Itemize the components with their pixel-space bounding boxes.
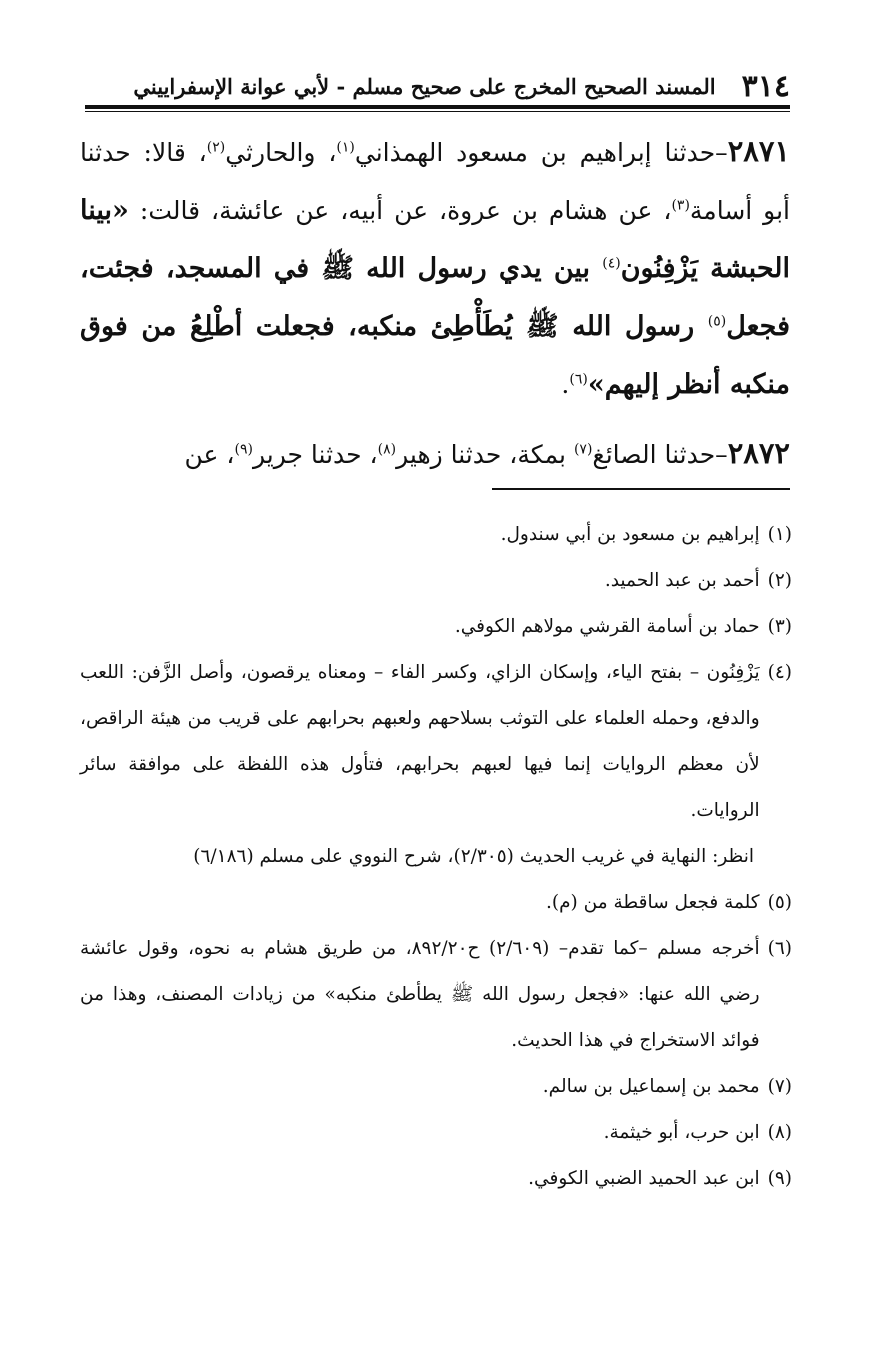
footnote-2: [80, 558, 792, 604]
footnote-6: [80, 926, 792, 1064]
footnote-text: يَزْفِنُون – بفتح الياء، وإسكان الزاي، وكسر الفاء – ومعناه يرقصون، وأصل الزَّفن: اللعب والدفع، وحمله العلماء على التوثب بسلاحهم ولعبهم بحرابهم على قريب من هيئة الراقص، لأن معظم الروايات إنما فيها لعبهم بحرابهم، فتأول هذه اللفظة على موافقة سائر الروايات.: [80, 662, 760, 821]
header-rule-thin: [85, 111, 790, 112]
hadith-2872: [80, 424, 790, 484]
footnote-number: (٤): [767, 662, 792, 683]
isnad-text: –حدثنا الصائغ: [592, 440, 728, 469]
matn-text: رسول الله ﷺ يُطَأْطِئ منكبه، فجعلت أطْلِعُ من فوق منكبه أنظر إليهم»: [80, 311, 790, 400]
header-rule-thick: [85, 105, 790, 109]
footnote-number: (٨): [767, 1122, 792, 1143]
isnad-text: ، عن: [184, 440, 235, 469]
footnote-text: إبراهيم بن مسعود بن أبي سندول.: [500, 524, 760, 545]
isnad-text: ، قالا: حدثنا أبو أسامة: [80, 138, 791, 225]
main-text: [80, 122, 790, 494]
footnote-marker: (٧): [573, 441, 593, 458]
footnote-number: (٧): [767, 1076, 792, 1097]
footnote-text: كلمة فجعل ساقطة من (م).: [545, 892, 760, 913]
footnote-separator: [492, 488, 790, 490]
isnad-text: ، والحارثي: [225, 138, 337, 167]
footnote-7: [80, 1064, 792, 1110]
footnote-5: [80, 880, 792, 926]
footnote-text: محمد بن إسماعيل بن سالم.: [542, 1076, 760, 1097]
footnote-marker: (١): [336, 139, 355, 156]
footnote-number: (١): [767, 524, 792, 545]
hadith-number: ٢٨٧١: [727, 134, 790, 168]
footnote-9: [80, 1156, 792, 1202]
footnote-marker: (٦): [569, 371, 588, 388]
running-header: [90, 66, 790, 106]
isnad-text: ، عن هشام بن عروة، عن أبيه، عن عائشة، قالت:: [139, 196, 672, 225]
hadith-number: ٢٨٧٢: [727, 436, 790, 470]
footnote-text: أخرجه مسلم –كما تقدم– (٢/٦٠٩) ح٨٩٢/٢٠، من طريق هشام به نحوه، وقول عائشة رضي الله عنها: «فجعل رسول الله ﷺ يطأطئ منكبه» من زيادات المصنف، وهذا من فوائد الاستخراج في هذا الحديث.: [80, 938, 760, 1051]
footnote-marker: (٩): [234, 441, 253, 458]
sentence-end: .: [561, 370, 570, 399]
isnad-text: بمكة، حدثنا زهير: [396, 440, 574, 469]
footnote-4: [80, 650, 792, 834]
matn-text: «بينا الحبشة يَزْفِنُون: [80, 195, 790, 284]
footnote-number: (٥): [767, 892, 792, 913]
isnad-text: –حدثنا إبراهيم بن مسعود الهمذاني: [354, 138, 728, 167]
footnote-marker: (٥): [707, 313, 727, 330]
footnote-text: ابن عبد الحميد الضبي الكوفي.: [528, 1168, 760, 1189]
footnote-text: ابن حرب، أبو خيثمة.: [603, 1122, 760, 1143]
footnote-number: (٦): [767, 938, 792, 959]
footnote-number: (٩): [767, 1168, 792, 1189]
footnote-marker: (٤): [602, 255, 621, 272]
running-title: المسند الصحيح المخرج على صحيح مسلم - لأبي عوانة الإسفراييني: [133, 73, 716, 99]
footnote-number: (٢): [767, 570, 792, 591]
footnote-text: أحمد بن عبد الحميد.: [604, 570, 760, 591]
footnote-number: (٣): [767, 616, 792, 637]
footnote-marker: (٢): [206, 139, 226, 156]
footnote-3: [80, 604, 792, 650]
hadith-2871: [80, 122, 790, 414]
footnote-8: [80, 1110, 792, 1156]
matn-text: بين يدي رسول الله ﷺ في المسجد، فجئت، فجعل: [80, 253, 790, 342]
footnote-marker: (٣): [671, 197, 690, 214]
footnote-marker: (٨): [377, 441, 397, 458]
footnote-1: [80, 512, 792, 558]
footnote-4-reference: انظر: النهاية في غريب الحديث (٢/٣٠٥)، شرح النووي على مسلم (٦/١٨٦): [193, 846, 754, 867]
isnad-text: ، حدثنا جرير: [252, 440, 378, 469]
page-number: ٣١٤: [741, 68, 790, 104]
footnote-text: حماد بن أسامة القرشي مولاهم الكوفي.: [454, 616, 760, 637]
footnotes: [80, 512, 792, 1202]
